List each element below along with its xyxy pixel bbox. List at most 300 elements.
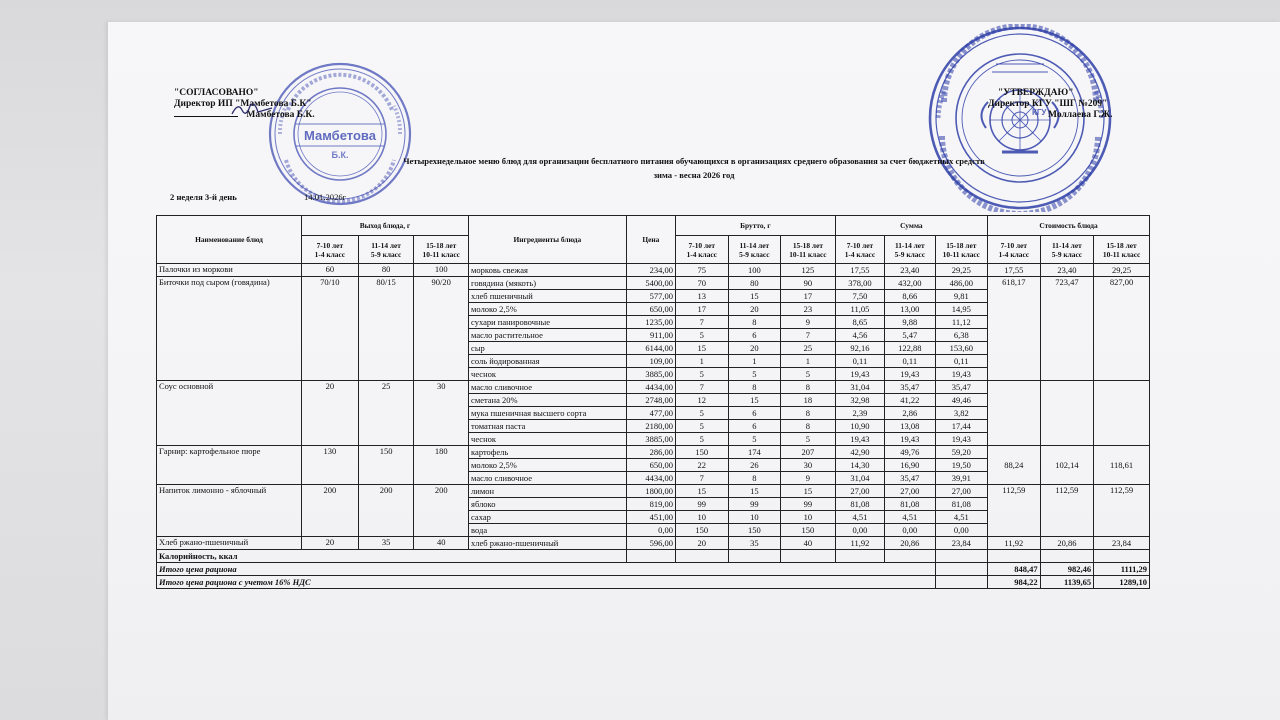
ingredient-brutto: 15 xyxy=(728,485,781,498)
class-label: 1-4 класс xyxy=(998,249,1030,259)
ingredient-name: молоко 2,5% xyxy=(469,459,627,472)
ingredient-brutto: 15 xyxy=(728,290,781,303)
ingredient-brutto: 6 xyxy=(728,407,781,420)
ingredient-price: 109,00 xyxy=(626,355,675,368)
ingredient-price: 0,00 xyxy=(626,524,675,537)
ingredient-brutto: 22 xyxy=(676,459,729,472)
ingredient-brutto: 17 xyxy=(781,290,836,303)
ingredient-brutto: 26 xyxy=(728,459,781,472)
total-vat-label: Итого цена рациона с учетом 16% НДС xyxy=(157,576,936,589)
calories-cell xyxy=(935,550,988,563)
ingredient-price: 1235,00 xyxy=(626,316,675,329)
class-label: 1-4 класс xyxy=(686,249,717,259)
ingredient-sum: 0,00 xyxy=(935,524,988,537)
ingredient-brutto: 10 xyxy=(781,511,836,524)
ingredient-sum: 27,00 xyxy=(935,485,988,498)
ingredient-sum: 35,47 xyxy=(885,381,935,394)
ingredient-sum: 378,00 xyxy=(835,277,884,290)
age-label: 7-10 лет xyxy=(846,240,874,250)
ingredient-name: сыр xyxy=(469,342,627,355)
ingredient-brutto: 40 xyxy=(781,537,836,550)
ingredient-brutto: 15 xyxy=(676,485,729,498)
brutto-age-group-1 xyxy=(676,236,729,264)
ingredient-price: 577,00 xyxy=(626,290,675,303)
ingredient-sum: 27,00 xyxy=(885,485,935,498)
ingredient-sum: 6,38 xyxy=(935,329,988,342)
age-label: 15-18 лет xyxy=(1106,240,1137,250)
ingredient-sum: 29,25 xyxy=(935,264,988,277)
dish-name: Соус основной xyxy=(157,381,302,446)
dish-output: 60 xyxy=(301,264,358,277)
dish-output: 200 xyxy=(414,485,469,537)
age-label: 15-18 лет xyxy=(946,240,977,250)
col-sum-header: Сумма xyxy=(835,216,987,236)
ingredient-price: 819,00 xyxy=(626,498,675,511)
ingredient-sum: 49,76 xyxy=(885,446,935,459)
ingredient-brutto: 6 xyxy=(728,420,781,433)
dish-cost: 723,47 xyxy=(1040,277,1094,381)
dish-cost: 112,59 xyxy=(1094,485,1150,537)
ingredient-brutto: 5 xyxy=(676,433,729,446)
output-age-group-3 xyxy=(414,236,469,264)
ingredient-brutto: 5 xyxy=(676,329,729,342)
ingredient-row xyxy=(157,277,1150,290)
cost-age-group-2 xyxy=(1040,236,1094,264)
ingredient-sum: 81,08 xyxy=(835,498,884,511)
calories-cell xyxy=(728,550,781,563)
dish-output: 80/15 xyxy=(358,277,414,381)
ingredient-price: 1800,00 xyxy=(626,485,675,498)
dish-output: 100 xyxy=(414,264,469,277)
ingredient-price: 2180,00 xyxy=(626,420,675,433)
ingredient-brutto: 15 xyxy=(676,342,729,355)
ingredient-brutto: 8 xyxy=(728,381,781,394)
ingredient-price: 3885,00 xyxy=(626,368,675,381)
ingredient-sum: 16,90 xyxy=(885,459,935,472)
ingredient-sum: 14,95 xyxy=(935,303,988,316)
ingredient-sum: 0,00 xyxy=(835,524,884,537)
dish-name: Гарнир: картофельное пюре xyxy=(157,446,302,485)
ingredient-sum: 32,98 xyxy=(835,394,884,407)
dish-output: 70/10 xyxy=(301,277,358,381)
total-spacer xyxy=(935,563,988,576)
total-label: Итого цена рациона xyxy=(157,563,936,576)
dish-cost: 827,00 xyxy=(1094,277,1150,381)
ingredient-name: соль йодированная xyxy=(469,355,627,368)
ingredient-sum: 81,08 xyxy=(885,498,935,511)
output-age-group-2 xyxy=(358,236,414,264)
dish-output: 200 xyxy=(358,485,414,537)
dish-name: Напиток лимонно - яблочный xyxy=(157,485,302,537)
ingredient-price: 286,00 xyxy=(626,446,675,459)
ingredient-sum: 8,66 xyxy=(885,290,935,303)
total-vat-row xyxy=(157,576,1150,589)
dish-cost: 112,59 xyxy=(1040,485,1094,537)
ingredient-brutto: 150 xyxy=(676,446,729,459)
ingredient-brutto: 5 xyxy=(676,368,729,381)
ingredient-sum: 0,11 xyxy=(935,355,988,368)
calories-row xyxy=(157,550,1150,563)
ingredient-sum: 0,11 xyxy=(885,355,935,368)
ingredient-brutto: 125 xyxy=(781,264,836,277)
total-vat-1-4: 984,22 xyxy=(988,576,1041,589)
dish-output: 200 xyxy=(301,485,358,537)
ingredient-sum: 27,00 xyxy=(835,485,884,498)
total-vat-10-11: 1289,10 xyxy=(1094,576,1150,589)
class-label: 10-11 класс xyxy=(942,249,980,259)
ingredient-brutto: 17 xyxy=(676,303,729,316)
dish-cost xyxy=(988,381,1041,446)
ingredient-price: 911,00 xyxy=(626,329,675,342)
ingredient-brutto: 7 xyxy=(781,329,836,342)
ingredient-sum: 11,12 xyxy=(935,316,988,329)
ingredient-name: молоко 2,5% xyxy=(469,303,627,316)
ingredient-price: 2748,00 xyxy=(626,394,675,407)
ingredient-name: яблоко xyxy=(469,498,627,511)
cost-age-group-3 xyxy=(1094,236,1150,264)
ingredient-price: 596,00 xyxy=(626,537,675,550)
ingredient-brutto: 75 xyxy=(676,264,729,277)
calories-cell xyxy=(676,550,729,563)
ingredient-price: 451,00 xyxy=(626,511,675,524)
calories-cell xyxy=(626,550,675,563)
dish-output: 150 xyxy=(358,446,414,485)
ingredient-brutto: 8 xyxy=(781,407,836,420)
class-label: 10-11 класс xyxy=(789,249,827,259)
ingredient-brutto: 13 xyxy=(676,290,729,303)
ingredient-sum: 13,00 xyxy=(885,303,935,316)
total-vat-5-9: 1139,65 xyxy=(1040,576,1094,589)
age-label: 11-14 лет xyxy=(894,240,925,250)
ingredient-sum: 2,39 xyxy=(835,407,884,420)
dish-output: 180 xyxy=(414,446,469,485)
ingredient-brutto: 8 xyxy=(728,316,781,329)
dish-cost: 11,92 xyxy=(988,537,1041,550)
agreed-signature-name: Мамбетова Б.К. xyxy=(246,110,315,120)
menu-table-body xyxy=(157,264,1150,550)
class-label: 1-4 класс xyxy=(844,249,876,259)
calories-cell xyxy=(835,550,884,563)
output-age-group-1 xyxy=(301,236,358,264)
ingredient-sum: 19,43 xyxy=(935,433,988,446)
dish-output: 25 xyxy=(358,381,414,446)
calories-cell xyxy=(988,550,1041,563)
ingredient-brutto: 5 xyxy=(728,368,781,381)
ingredient-sum: 11,05 xyxy=(835,303,884,316)
ingredient-price: 4434,00 xyxy=(626,381,675,394)
ingredient-brutto: 1 xyxy=(728,355,781,368)
calories-cell xyxy=(781,550,836,563)
dish-name: Биточки под сыром (говядина) xyxy=(157,277,302,381)
sum-age-group-2 xyxy=(885,236,935,264)
ingredient-name: мука пшеничная высшего сорта xyxy=(469,407,627,420)
ingredient-brutto: 5 xyxy=(728,433,781,446)
ingredient-name: чеснок xyxy=(469,368,627,381)
dish-cost xyxy=(1094,381,1150,446)
ingredient-sum: 4,51 xyxy=(885,511,935,524)
document-title-line2: зима - весна 2026 год xyxy=(653,170,735,180)
ingredient-sum: 5,47 xyxy=(885,329,935,342)
ingredient-sum: 0,11 xyxy=(835,355,884,368)
ingredient-sum: 9,88 xyxy=(885,316,935,329)
ingredient-brutto: 30 xyxy=(781,459,836,472)
age-label: 11-14 лет xyxy=(371,240,401,250)
ingredient-sum: 9,81 xyxy=(935,290,988,303)
ingredient-brutto: 5 xyxy=(781,368,836,381)
sum-age-group-1 xyxy=(835,236,884,264)
ingredient-sum: 10,90 xyxy=(835,420,884,433)
ingredient-brutto: 15 xyxy=(781,485,836,498)
right-stamp-text: КГУ xyxy=(1032,108,1047,117)
ingredient-sum: 49,46 xyxy=(935,394,988,407)
ingredient-sum: 20,86 xyxy=(885,537,935,550)
col-output-header: Выход блюда, г xyxy=(301,216,468,236)
ingredient-brutto: 20 xyxy=(728,342,781,355)
total-5-9: 982,46 xyxy=(1040,563,1094,576)
ingredient-brutto: 1 xyxy=(676,355,729,368)
ingredient-sum: 4,56 xyxy=(835,329,884,342)
ingredient-price: 234,00 xyxy=(626,264,675,277)
ingredient-brutto: 1 xyxy=(781,355,836,368)
ingredient-brutto: 99 xyxy=(781,498,836,511)
ingredient-sum: 19,43 xyxy=(835,368,884,381)
dish-output: 20 xyxy=(301,381,358,446)
ingredient-brutto: 12 xyxy=(676,394,729,407)
ingredient-sum: 19,43 xyxy=(835,433,884,446)
agreed-handwritten-signature xyxy=(228,100,276,118)
ingredient-name: вода xyxy=(469,524,627,537)
ingredient-sum: 31,04 xyxy=(835,381,884,394)
dish-output: 90/20 xyxy=(414,277,469,381)
ingredient-name: сметана 20% xyxy=(469,394,627,407)
ingredient-name: картофель xyxy=(469,446,627,459)
total-vat-spacer xyxy=(935,576,988,589)
dish-name: Палочки из моркови xyxy=(157,264,302,277)
total-row xyxy=(157,563,1150,576)
ingredient-brutto: 150 xyxy=(728,524,781,537)
ingredient-brutto: 150 xyxy=(676,524,729,537)
ingredient-sum: 31,04 xyxy=(835,472,884,485)
class-label: 5-9 класс xyxy=(894,249,925,259)
ingredient-row xyxy=(157,537,1150,550)
ingredient-sum: 17,55 xyxy=(835,264,884,277)
document-page xyxy=(108,22,1280,720)
dish-cost: 17,55 xyxy=(988,264,1041,277)
ingredient-brutto: 90 xyxy=(781,277,836,290)
age-label: 7-10 лет xyxy=(1000,240,1028,250)
ingredient-name: масло сливочное xyxy=(469,381,627,394)
ingredient-brutto: 10 xyxy=(676,511,729,524)
ingredient-brutto: 8 xyxy=(781,420,836,433)
ingredient-brutto: 174 xyxy=(728,446,781,459)
ingredient-brutto: 8 xyxy=(728,472,781,485)
ingredient-sum: 41,22 xyxy=(885,394,935,407)
ingredient-brutto: 20 xyxy=(676,537,729,550)
dish-cost: 88,24 xyxy=(988,446,1041,485)
dish-name: Хлеб ржано-пшеничный xyxy=(157,537,302,550)
total-1-4: 848,47 xyxy=(988,563,1041,576)
ingredient-sum: 42,90 xyxy=(835,446,884,459)
ingredient-sum: 4,51 xyxy=(935,511,988,524)
ingredient-brutto: 15 xyxy=(728,394,781,407)
ingredient-brutto: 6 xyxy=(728,329,781,342)
dish-output: 40 xyxy=(414,537,469,550)
ingredient-sum: 13,08 xyxy=(885,420,935,433)
ingredient-brutto: 25 xyxy=(781,342,836,355)
col-price-header: Цена xyxy=(626,216,675,264)
approve-label: "УТВЕРЖДАЮ" xyxy=(998,88,1074,98)
document-title-line1: Четырехнедельное меню блюд для организации бесплатного питания обучающихся в организациях среднего образования за счет бюджетных средств xyxy=(403,156,985,166)
ingredient-name: хлеб ржано-пшеничный xyxy=(469,537,627,550)
class-label: 5-9 класс xyxy=(370,249,402,259)
ingredient-sum: 17,44 xyxy=(935,420,988,433)
ingredient-brutto: 35 xyxy=(728,537,781,550)
agreed-position: Директор ИП "Мамбетова Б.К" xyxy=(174,99,312,109)
class-label: 10-11 класс xyxy=(422,249,460,259)
calories-label: Калорийность, ккал xyxy=(157,550,627,563)
agreed-block xyxy=(174,88,315,121)
ingredient-price: 5400,00 xyxy=(626,277,675,290)
dish-cost: 112,59 xyxy=(988,485,1041,537)
cost-age-group-1 xyxy=(988,236,1041,264)
ingredient-sum: 432,00 xyxy=(885,277,935,290)
ingredient-sum: 7,50 xyxy=(835,290,884,303)
dish-cost: 118,61 xyxy=(1094,446,1150,485)
dish-output: 130 xyxy=(301,446,358,485)
ingredient-name: морковь свежая xyxy=(469,264,627,277)
ingredient-brutto: 150 xyxy=(781,524,836,537)
brutto-age-group-3 xyxy=(781,236,836,264)
ingredient-price: 3885,00 xyxy=(626,433,675,446)
ingredient-brutto: 80 xyxy=(728,277,781,290)
left-stamp-text-1: Мамбетова xyxy=(304,128,376,143)
approve-position: Директор КГУ "ШГ №209" xyxy=(988,99,1108,109)
menu-table xyxy=(156,215,1150,589)
ingredient-sum: 39,91 xyxy=(935,472,988,485)
ingredient-name: лимон xyxy=(469,485,627,498)
ingredient-sum: 153,60 xyxy=(935,342,988,355)
dish-output: 20 xyxy=(301,537,358,550)
ingredient-name: хлеб пшеничный xyxy=(469,290,627,303)
ingredient-brutto: 7 xyxy=(676,472,729,485)
age-label: 15-18 лет xyxy=(426,240,457,250)
ingredient-name: томатная паста xyxy=(469,420,627,433)
ingredient-price: 6144,00 xyxy=(626,342,675,355)
ingredient-sum: 11,92 xyxy=(835,537,884,550)
ingredient-brutto: 70 xyxy=(676,277,729,290)
approve-block xyxy=(988,88,1112,121)
ingredient-price: 477,00 xyxy=(626,407,675,420)
ingredient-sum: 2,86 xyxy=(885,407,935,420)
agreed-label: "СОГЛАСОВАНО" xyxy=(174,88,259,98)
week-day: 2 неделя 3-й день xyxy=(170,192,237,202)
ingredient-sum: 19,43 xyxy=(885,433,935,446)
ingredient-row xyxy=(157,381,1150,394)
ingredient-sum: 4,51 xyxy=(835,511,884,524)
ingredient-brutto: 20 xyxy=(728,303,781,316)
ingredient-brutto: 99 xyxy=(728,498,781,511)
dish-cost: 29,25 xyxy=(1094,264,1150,277)
ingredient-brutto: 23 xyxy=(781,303,836,316)
dish-cost: 23,40 xyxy=(1040,264,1094,277)
class-label: 5-9 класс xyxy=(739,249,770,259)
dish-cost xyxy=(1040,381,1094,446)
brutto-age-group-2 xyxy=(728,236,781,264)
dish-output: 35 xyxy=(358,537,414,550)
ingredient-row xyxy=(157,264,1150,277)
age-label: 15-18 лет xyxy=(792,240,823,250)
ingredient-sum: 81,08 xyxy=(935,498,988,511)
class-label: 5-9 класс xyxy=(1051,249,1083,259)
dish-cost: 618,17 xyxy=(988,277,1041,381)
dish-cost: 102,14 xyxy=(1040,446,1094,485)
ingredient-brutto: 18 xyxy=(781,394,836,407)
class-label: 1-4 класс xyxy=(314,249,346,259)
ingredient-brutto: 100 xyxy=(728,264,781,277)
ingredient-price: 650,00 xyxy=(626,303,675,316)
left-stamp-text-2: Б.К. xyxy=(331,150,349,160)
class-label: 10-11 класс xyxy=(1102,249,1141,259)
ingredient-price: 650,00 xyxy=(626,459,675,472)
sum-age-group-3 xyxy=(935,236,988,264)
dish-cost: 23,84 xyxy=(1094,537,1150,550)
ingredient-name: говядина (мякоть) xyxy=(469,277,627,290)
ingredient-brutto: 5 xyxy=(781,433,836,446)
ingredient-sum: 14,30 xyxy=(835,459,884,472)
age-label: 7-10 лет xyxy=(688,240,715,250)
col-ingredients-header: Ингредиенты блюда xyxy=(469,216,627,264)
ingredient-brutto: 5 xyxy=(676,420,729,433)
menu-date: 14.01.2026г xyxy=(304,192,347,202)
ingredient-row xyxy=(157,446,1150,459)
col-cost-header: Стоимость блюда xyxy=(988,216,1150,236)
ingredient-sum: 19,43 xyxy=(935,368,988,381)
total-10-11: 1111,29 xyxy=(1094,563,1150,576)
col-brutto-header: Брутто, г xyxy=(676,216,836,236)
ingredient-brutto: 10 xyxy=(728,511,781,524)
ingredient-name: масло сливочное xyxy=(469,472,627,485)
ingredient-name: масло растительное xyxy=(469,329,627,342)
dish-output: 30 xyxy=(414,381,469,446)
ingredient-brutto: 99 xyxy=(676,498,729,511)
ingredient-sum: 59,20 xyxy=(935,446,988,459)
ingredient-sum: 19,50 xyxy=(935,459,988,472)
dish-output: 80 xyxy=(358,264,414,277)
ingredient-sum: 35,47 xyxy=(935,381,988,394)
ingredient-price: 4434,00 xyxy=(626,472,675,485)
calories-cell xyxy=(1040,550,1094,563)
ingredient-brutto: 7 xyxy=(676,381,729,394)
col-dish-header: Наименование блюд xyxy=(157,216,302,264)
ingredient-brutto: 5 xyxy=(676,407,729,420)
ingredient-sum: 23,84 xyxy=(935,537,988,550)
ingredient-sum: 0,00 xyxy=(885,524,935,537)
left-round-stamp xyxy=(266,60,414,208)
ingredient-sum: 3,82 xyxy=(935,407,988,420)
ingredient-brutto: 9 xyxy=(781,316,836,329)
ingredient-sum: 23,40 xyxy=(885,264,935,277)
dish-cost: 20,86 xyxy=(1040,537,1094,550)
ingredient-sum: 122,88 xyxy=(885,342,935,355)
age-label: 7-10 лет xyxy=(316,240,344,250)
ingredient-brutto: 9 xyxy=(781,472,836,485)
ingredient-brutto: 207 xyxy=(781,446,836,459)
ingredient-name: чеснок xyxy=(469,433,627,446)
ingredient-name: сахар xyxy=(469,511,627,524)
ingredient-sum: 35,47 xyxy=(885,472,935,485)
ingredient-row xyxy=(157,485,1150,498)
calories-cell xyxy=(885,550,935,563)
